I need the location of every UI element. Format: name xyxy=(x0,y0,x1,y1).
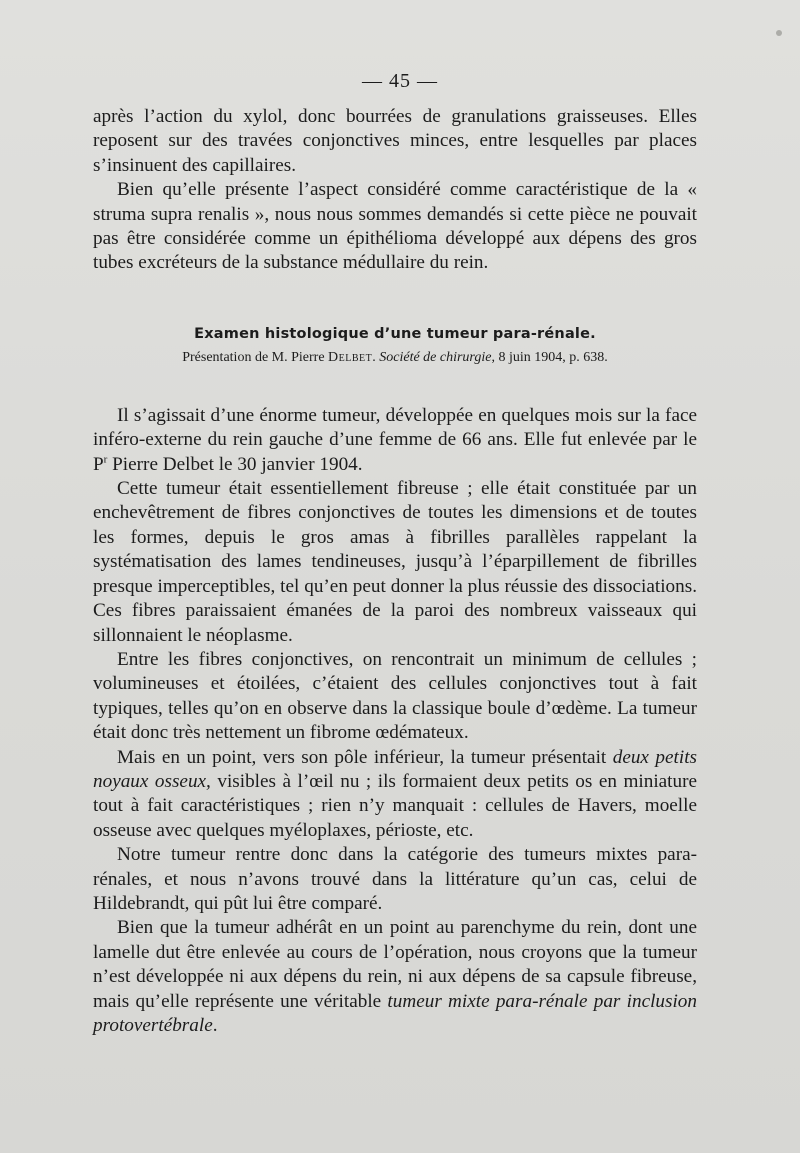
presentation-line xyxy=(93,348,697,368)
bone-italic: deux petits noyaux osseux, xyxy=(93,746,697,792)
paragraph-conclusion xyxy=(93,916,697,1038)
paragraph-bone xyxy=(93,746,697,844)
conclusion-text: Bien que la tumeur adhérât en un point au parenchyme du rein, dont une lamelle dut être enlevée au cours de l’opération, nous croyons que la tumeur n’est développée ni aux dépens du rein, ni aux dépens de sa capsule fibreuse, mais qu’elle représente une véritable xyxy=(93,917,697,1012)
section-title: Examen histologique d’une tumeur para-rénale. xyxy=(194,325,596,342)
presentation-prefix: Présentation de M. Pierre xyxy=(182,349,329,365)
bone-text-end: visibles à l’œil nu ; ils formaient deux petits os en miniature tout à fait caractéristiques ; rien n’y manquait : cellules de Havers, moelle osseuse avec quelques myéloplaxes, périoste, etc. xyxy=(93,770,698,841)
presentation-separator: . xyxy=(372,349,380,365)
bone-text: Mais en un point, vers son pôle inférieur, la tumeur présentait xyxy=(117,746,613,768)
professor-abbrev-sup: r xyxy=(103,453,108,466)
paper-spot xyxy=(776,30,782,36)
presentation-suffix: , 8 juin 1904, p. 638. xyxy=(491,349,608,365)
conclusion-end: . xyxy=(212,1015,218,1036)
case-text-end: Pierre Delbet le 30 janvier 1904. xyxy=(107,453,363,475)
paragraph-case xyxy=(93,404,697,477)
page-body xyxy=(93,105,697,1038)
page-number: — 45 — xyxy=(362,70,438,92)
paragraph-cells: Entre les fibres conjonctives, on rencontrait un minimum de cellules ; volumineuses et étoilées, c’étaient des cellules conjonctives tout à fait typiques, telles qu’on en observe dans la classique boule d’œdème. La tumeur était donc très nettement un fibrome œdémateux. xyxy=(93,648,697,744)
paragraph-category: Notre tumeur rentre donc dans la catégorie des tumeurs mixtes para-rénales, et nous n’avons trouvé dans la littérature qu’un cas, celui de Hildebrandt, qui pût lui être comparé. xyxy=(93,844,697,914)
conclusion-italic: tumeur mixte para-rénale par inclusion protovertébrale xyxy=(93,990,697,1036)
paragraph-struma: Bien qu’elle présente l’aspect considéré comme caractéristique de la « struma supra renalis », nous nous sommes demandés si cette pièce ne pouvait pas être considérée comme un épithélioma développé aux dépens des gros tubes excréteurs de la substance médullaire du rein. xyxy=(93,179,697,274)
presenter-surname: Delbet xyxy=(328,349,373,365)
society-name: Société de chirurgie xyxy=(379,349,492,365)
case-text: Il s’agissait d’une énorme tumeur, développée en quelques mois sur la face inféro-externe du rein gauche d’une femme de 66 ans. Elle fut enlevée par le P xyxy=(93,404,697,475)
paragraph-continuation: après l’action du xylol, donc bourrées de granulations graisseuses. Elles reposent sur des travées conjonctives minces, entre lesquelles par places s’insinuent des capillaires. xyxy=(93,106,697,176)
paragraph-fibrous: Cette tumeur était essentiellement fibreuse ; elle était constituée par un enchevêtrement de fibres conjonctives de toutes les dimensions et de toutes les formes, depuis le gros amas à fibrilles parallèles rappelant la systématisation des lames tendineuses, jusqu’à l’éparpillement de fibrilles presque imperceptibles, tel qu’en peut donner la plus réussie des dissociations. Ces fibres paraissaient émanées de la paroi des nombreux vaisseaux qui sillonnaient le néoplasme. xyxy=(93,478,697,646)
